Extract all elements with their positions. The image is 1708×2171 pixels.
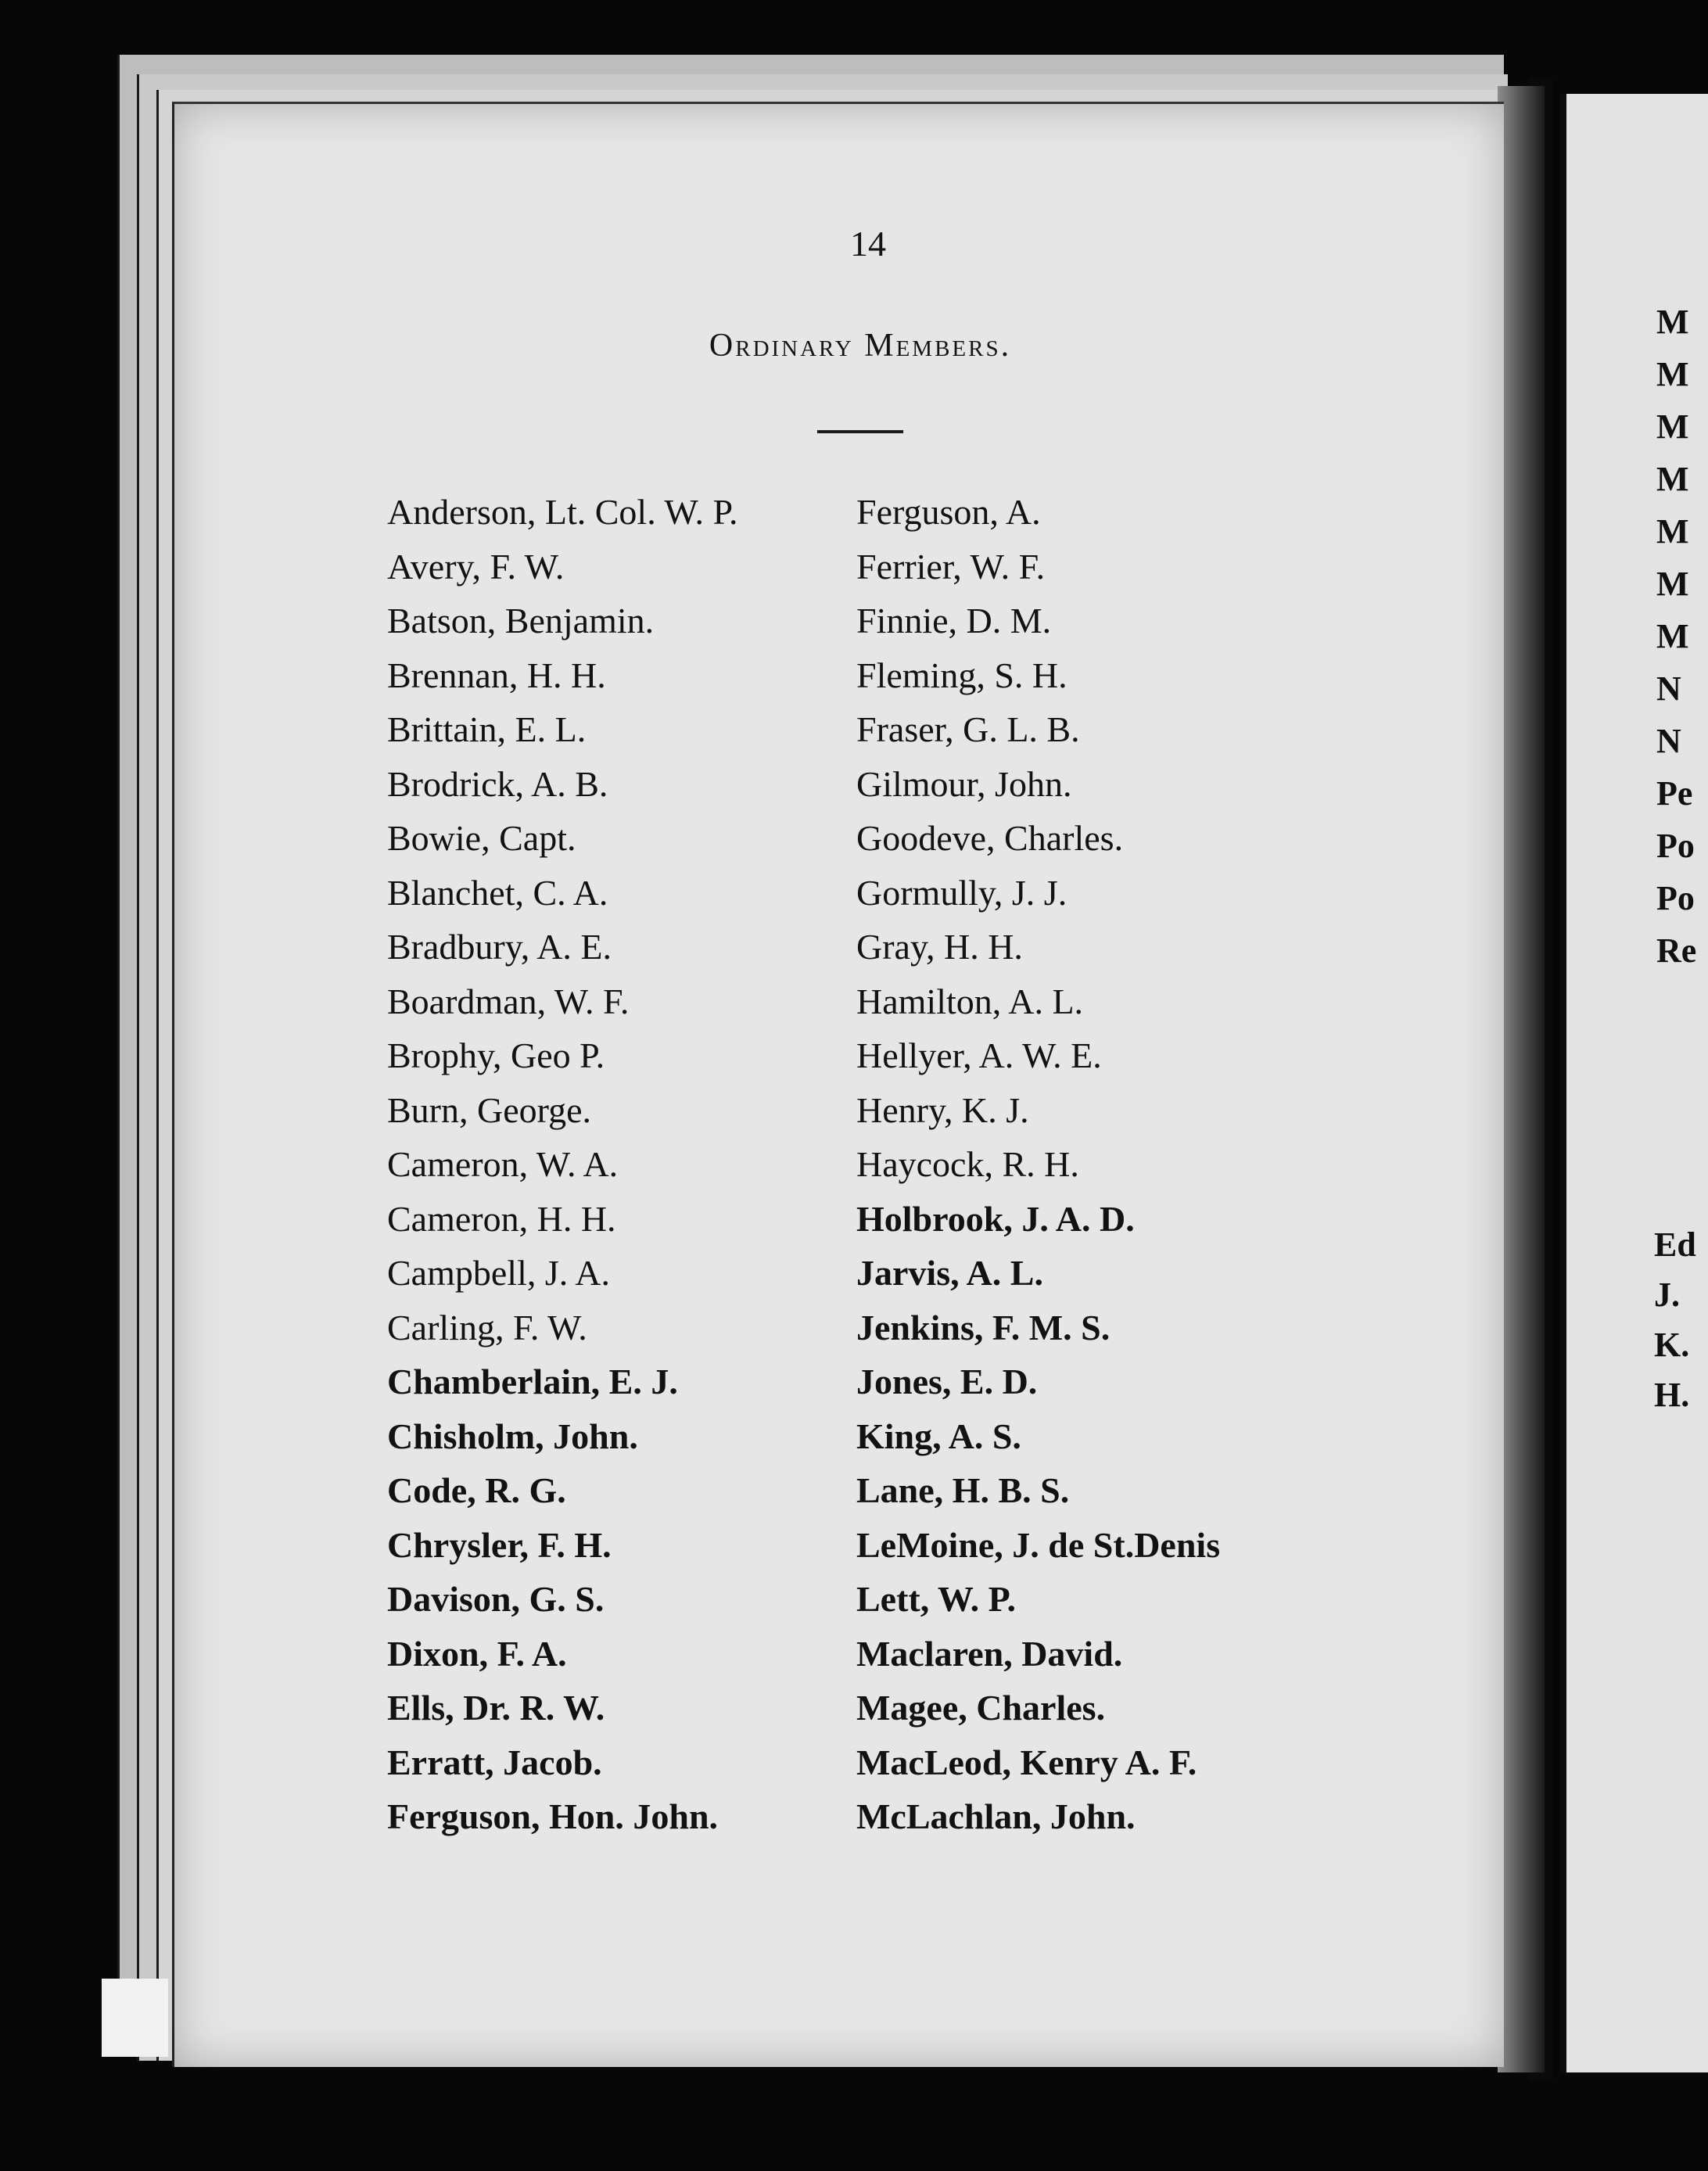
- member-name: Ferguson, A.: [856, 492, 1041, 532]
- member-name: Chamberlain, E. J.: [387, 1362, 678, 1401]
- member-name: Maclaren, David.: [856, 1633, 1123, 1674]
- member-name: Carling, F. W.: [387, 1307, 587, 1347]
- page-gutter-shadow: [1498, 86, 1545, 2072]
- member-name: Brodrick, A. B.: [387, 763, 608, 804]
- next-page-fragment: J.: [1654, 1276, 1680, 1314]
- member-name: Avery, F. W.: [387, 546, 565, 587]
- member-name: Henry, K. J.: [856, 1089, 1029, 1130]
- member-name: Magee, Charles.: [856, 1688, 1106, 1728]
- next-page-fragment: M: [1656, 565, 1689, 603]
- member-name: Chrysler, F. H.: [387, 1524, 612, 1565]
- next-page-fragment: K.: [1654, 1326, 1690, 1364]
- member-name: Goodeve, Charles.: [856, 818, 1124, 858]
- member-name: Bowie, Capt.: [387, 818, 576, 858]
- member-name: Jarvis, A. L.: [856, 1253, 1043, 1293]
- member-name: Boardman, W. F.: [387, 981, 630, 1021]
- member-name: Erratt, Jacob.: [387, 1742, 602, 1782]
- member-name: Jenkins, F. M. S.: [856, 1307, 1111, 1347]
- member-name: Gilmour, John.: [856, 763, 1072, 804]
- member-name: Brittain, E. L.: [387, 709, 587, 749]
- page-number: 14: [850, 224, 886, 264]
- next-page-fragment: M: [1656, 303, 1689, 341]
- section-title: Ordinary Members.: [709, 328, 1012, 364]
- member-name: Hellyer, A. W. E.: [856, 1035, 1102, 1075]
- member-name: Cameron, H. H.: [387, 1198, 616, 1239]
- member-name: Batson, Benjamin.: [387, 601, 655, 641]
- member-name: Fleming, S. H.: [856, 655, 1068, 695]
- member-name: Jones, E. D.: [856, 1362, 1038, 1401]
- member-name: Lett, W. P.: [856, 1579, 1017, 1619]
- member-name: Brennan, H. H.: [387, 655, 606, 695]
- member-name: Gray, H. H.: [856, 927, 1023, 967]
- next-page-fragment: Po: [1656, 879, 1695, 917]
- next-page-fragment: M: [1656, 617, 1689, 655]
- member-name: Cameron, W. A.: [387, 1144, 619, 1184]
- next-page-fragment: Po: [1656, 827, 1695, 865]
- member-name: Holbrook, J. A. D.: [856, 1198, 1135, 1239]
- member-name: MacLeod, Kenry A. F.: [856, 1742, 1197, 1782]
- next-page-fragment: Ed: [1654, 1225, 1696, 1264]
- member-name: McLachlan, John.: [856, 1796, 1136, 1836]
- next-page-text-lower: [1654, 1220, 1708, 1420]
- member-name: Campbell, J. A.: [387, 1253, 610, 1293]
- member-name: Ferguson, Hon. John.: [387, 1796, 719, 1836]
- member-name: Fraser, G. L. B.: [856, 709, 1080, 749]
- next-page-fragment: Pe: [1656, 774, 1693, 813]
- member-name: Ferrier, W. F.: [856, 546, 1046, 587]
- member-name: Burn, George.: [387, 1089, 592, 1130]
- next-page-fragment: H.: [1654, 1376, 1690, 1414]
- member-name: Gormully, J. J.: [856, 872, 1068, 913]
- next-page-text-upper: [1656, 296, 1708, 977]
- member-name: Davison, G. S.: [387, 1579, 605, 1619]
- member-name: Hamilton, A. L.: [856, 981, 1084, 1021]
- next-page-fragment: M: [1656, 407, 1689, 446]
- next-page-fragment: M: [1656, 512, 1689, 551]
- member-name: Bradbury, A. E.: [387, 927, 612, 967]
- member-name: King, A. S.: [856, 1416, 1021, 1456]
- member-name: Code, R. G.: [387, 1470, 566, 1510]
- next-page-fragment: Re: [1656, 931, 1697, 970]
- next-page-fragment: M: [1656, 355, 1689, 393]
- members-column-right: [856, 485, 1388, 1844]
- member-name: Chisholm, John.: [387, 1416, 638, 1456]
- member-name: Blanchet, C. A.: [387, 872, 608, 913]
- next-page-fragment: N: [1656, 669, 1681, 708]
- member-name: Dixon, F. A.: [387, 1633, 567, 1674]
- member-name: Haycock, R. H.: [856, 1144, 1079, 1184]
- title-rule: [817, 430, 903, 433]
- next-page-fragment: M: [1656, 460, 1689, 498]
- members-column-left: [387, 485, 872, 1844]
- member-name: Finnie, D. M.: [856, 601, 1052, 641]
- next-page-fragment: N: [1656, 722, 1681, 760]
- member-name: Anderson, Lt. Col. W. P.: [387, 492, 738, 532]
- member-name: LeMoine, J. de St.Denis: [856, 1524, 1221, 1565]
- member-name: Lane, H. B. S.: [856, 1470, 1070, 1510]
- paper-tab: [102, 1979, 168, 2057]
- member-name: Ells, Dr. R. W.: [387, 1688, 605, 1728]
- member-name: Brophy, Geo P.: [387, 1035, 605, 1075]
